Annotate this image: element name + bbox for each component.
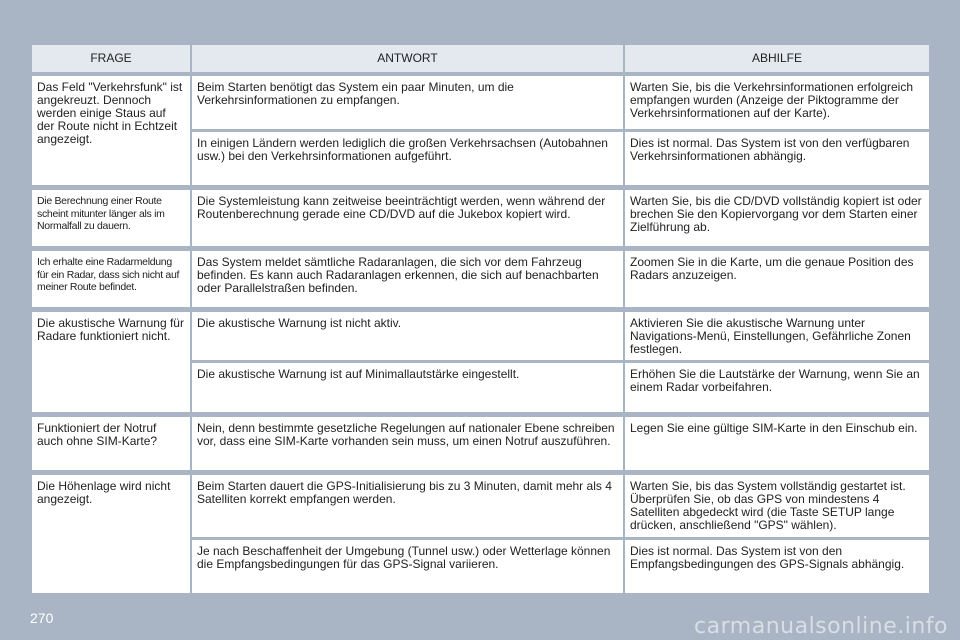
question-cell: Das Feld "Verkehrsfunk" ist angekreuzt. Dennoch werden einige Staus auf der Route nicht in Echtzeit angezeigt. [32, 76, 192, 185]
table-row [32, 312, 929, 412]
answer-cell: Nein, denn bestimmte gesetzliche Regelungen auf nationaler Ebene schreiben vor, dass eine SIM-Karte vorhanden sein muss, um einen Notruf auszuführen. [192, 417, 625, 470]
table-header [32, 45, 929, 76]
answer-cell: In einigen Ländern werden lediglich die großen Verkehrsachsen (Autobahnen usw.) bei den Verkehrsinformationen aufgeführt. [192, 132, 625, 185]
answer-cell: Beim Starten dauert die GPS-Initialisierung bis zu 3 Minuten, damit mehr als 4 Satelliten korrekt empfangen werden. [192, 475, 625, 537]
remedy-cell: Legen Sie eine gültige SIM-Karte in den Einschub ein. [625, 417, 929, 470]
question-cell: Ich erhalte eine Radarmeldung für ein Radar, dass sich nicht auf meiner Route befindet. [32, 251, 192, 307]
header-question: FRAGE [32, 45, 192, 76]
header-answer: ANTWORT [192, 45, 625, 76]
table-row [32, 190, 929, 246]
faq-table [32, 45, 929, 598]
watermark: carmanualsonline.info [694, 614, 948, 639]
answer-cell: Beim Starten benötigt das System ein paar Minuten, um die Verkehrsinformationen zu empfangen. [192, 76, 625, 129]
remedy-cell: Dies ist normal. Das System ist von den verfügbaren Verkehrsinformationen abhängig. [625, 132, 929, 185]
remedy-cell: Warten Sie, bis die Verkehrsinformationen erfolgreich empfangen wurden (Anzeige der Piktogramme der Verkehrsinformationen auf der Karte). [625, 76, 929, 129]
answer-cell: Die akustische Warnung ist auf Minimallautstärke eingestellt. [192, 363, 625, 412]
question-cell: Die Höhenlage wird nicht angezeigt. [32, 475, 192, 593]
answer-cell: Das System meldet sämtliche Radaranlagen, die sich vor dem Fahrzeug befinden. Es kann auch Radaranlagen erkennen, die sich auf benachbarten oder Parallelstraßen befinden. [192, 251, 625, 307]
page-number: 270 [30, 610, 54, 626]
remedy-cell: Warten Sie, bis die CD/DVD vollständig kopiert ist oder brechen Sie den Kopiervorgang vor dem Starten einer Zielführung ab. [625, 190, 929, 246]
remedy-cell: Erhöhen Sie die Lautstärke der Warnung, wenn Sie an einem Radar vorbeifahren. [625, 363, 929, 412]
answer-cell: Die Systemleistung kann zeitweise beeinträchtigt werden, wenn während der Routenberechnung gerade eine CD/DVD auf die Jukebox kopiert wird. [192, 190, 625, 246]
table-row [32, 251, 929, 307]
remedy-cell: Dies ist normal. Das System ist von den Empfangsbedingungen des GPS-Signals abhängig. [625, 540, 929, 593]
remedy-cell: Warten Sie, bis das System vollständig gestartet ist. Überprüfen Sie, ob das GPS von mindestens 4 Satelliten abgedeckt wird (die Taste SETUP lange drücken, anschließend "GPS" wählen). [625, 475, 929, 537]
table-row [32, 475, 929, 593]
answer-cell: Je nach Beschaffenheit der Umgebung (Tunnel usw.) oder Wetterlage können die Empfangsbedingungen für das GPS-Signal variieren. [192, 540, 625, 593]
remedy-cell: Zoomen Sie in die Karte, um die genaue Position des Radars anzuzeigen. [625, 251, 929, 307]
table-row [32, 76, 929, 185]
header-remedy: ABHILFE [625, 45, 929, 76]
remedy-cell: Aktivieren Sie die akustische Warnung unter Navigations-Menü, Einstellungen, Gefährliche Zonen festlegen. [625, 312, 929, 360]
question-cell: Die akustische Warnung für Radare funktioniert nicht. [32, 312, 192, 412]
answer-cell: Die akustische Warnung ist nicht aktiv. [192, 312, 625, 360]
table-row [32, 417, 929, 470]
question-cell: Funktioniert der Notruf auch ohne SIM-Karte? [32, 417, 192, 470]
question-cell: Die Berechnung einer Route scheint mitunter länger als im Normalfall zu dauern. [32, 190, 192, 246]
